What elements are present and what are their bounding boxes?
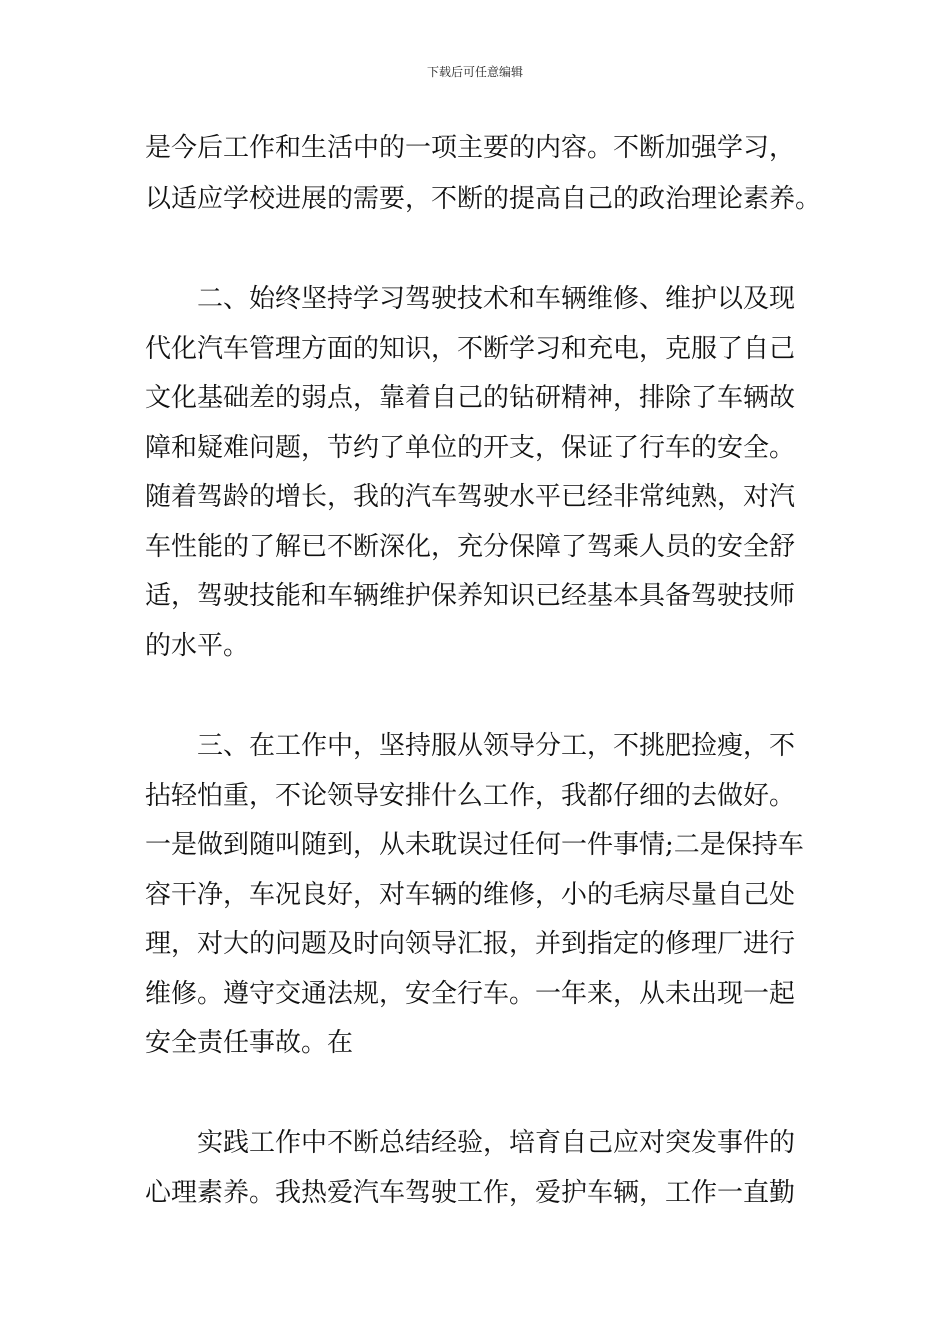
paragraph-2-line-5: 随着驾龄的增长，我的汽车驾驶水平已经非常纯熟，对汽 [145,482,796,512]
paragraph-2-line-1: 二、始终坚持学习驾驶技术和车辆维修、维护以及现 [197,284,796,314]
paragraph-2-line-2: 代化汽车管理方面的知识，不断学习和充电，克服了自己 [145,334,796,364]
paragraph-2-line-6: 车性能的了解已不断深化，充分保障了驾乘人员的安全舒 [145,532,796,562]
paragraph-3-line-4: 容干净，车况良好，对车辆的维修，小的毛病尽量自己处 [145,880,796,910]
paragraph-3-line-7: 安全责任事故。在 [145,1028,354,1058]
paragraph-2-line-8: 的水平。 [145,631,250,661]
paragraph-3-line-6: 维修。遵守交通法规，安全行车。一年来，从未出现一起 [145,979,796,1009]
page-header: 下载后可任意编辑 [426,65,523,79]
paragraph-4-line-1: 实践工作中不断总结经验，培育自己应对突发事件的 [197,1128,796,1158]
paragraph-1-line-1: 是今后工作和生活中的一项主要的内容。不断加强学习， [145,133,796,163]
paragraph-3-line-2: 拈轻怕重，不论领导安排什么工作，我都仔细的去做好。 [145,781,796,811]
paragraph-2-line-4: 障和疑难问题，节约了单位的开支，保证了行车的安全。 [145,433,796,463]
paragraph-2-line-7: 适，驾驶技能和车辆维护保养知识已经基本具备驾驶技师 [145,581,796,611]
paragraph-3-line-5: 理，对大的问题及时向领导汇报，并到指定的修理厂进行 [145,929,796,959]
paragraph-4-line-2: 心理素养。我热爱汽车驾驶工作，爱护车辆，工作一直勤 [145,1178,796,1208]
paragraph-1-line-2: 以适应学校进展的需要，不断的提高自己的政治理论素养。 [145,184,822,214]
paragraph-3-line-3: 一是做到随叫随到，从未耽误过任何一件事情;二是保持车 [145,830,804,860]
paragraph-3-line-1: 三、在工作中，坚持服从领导分工，不挑肥捡瘦，不 [197,731,796,761]
paragraph-2-line-3: 文化基础差的弱点，靠着自己的钻研精神，排除了车辆故 [145,383,796,413]
